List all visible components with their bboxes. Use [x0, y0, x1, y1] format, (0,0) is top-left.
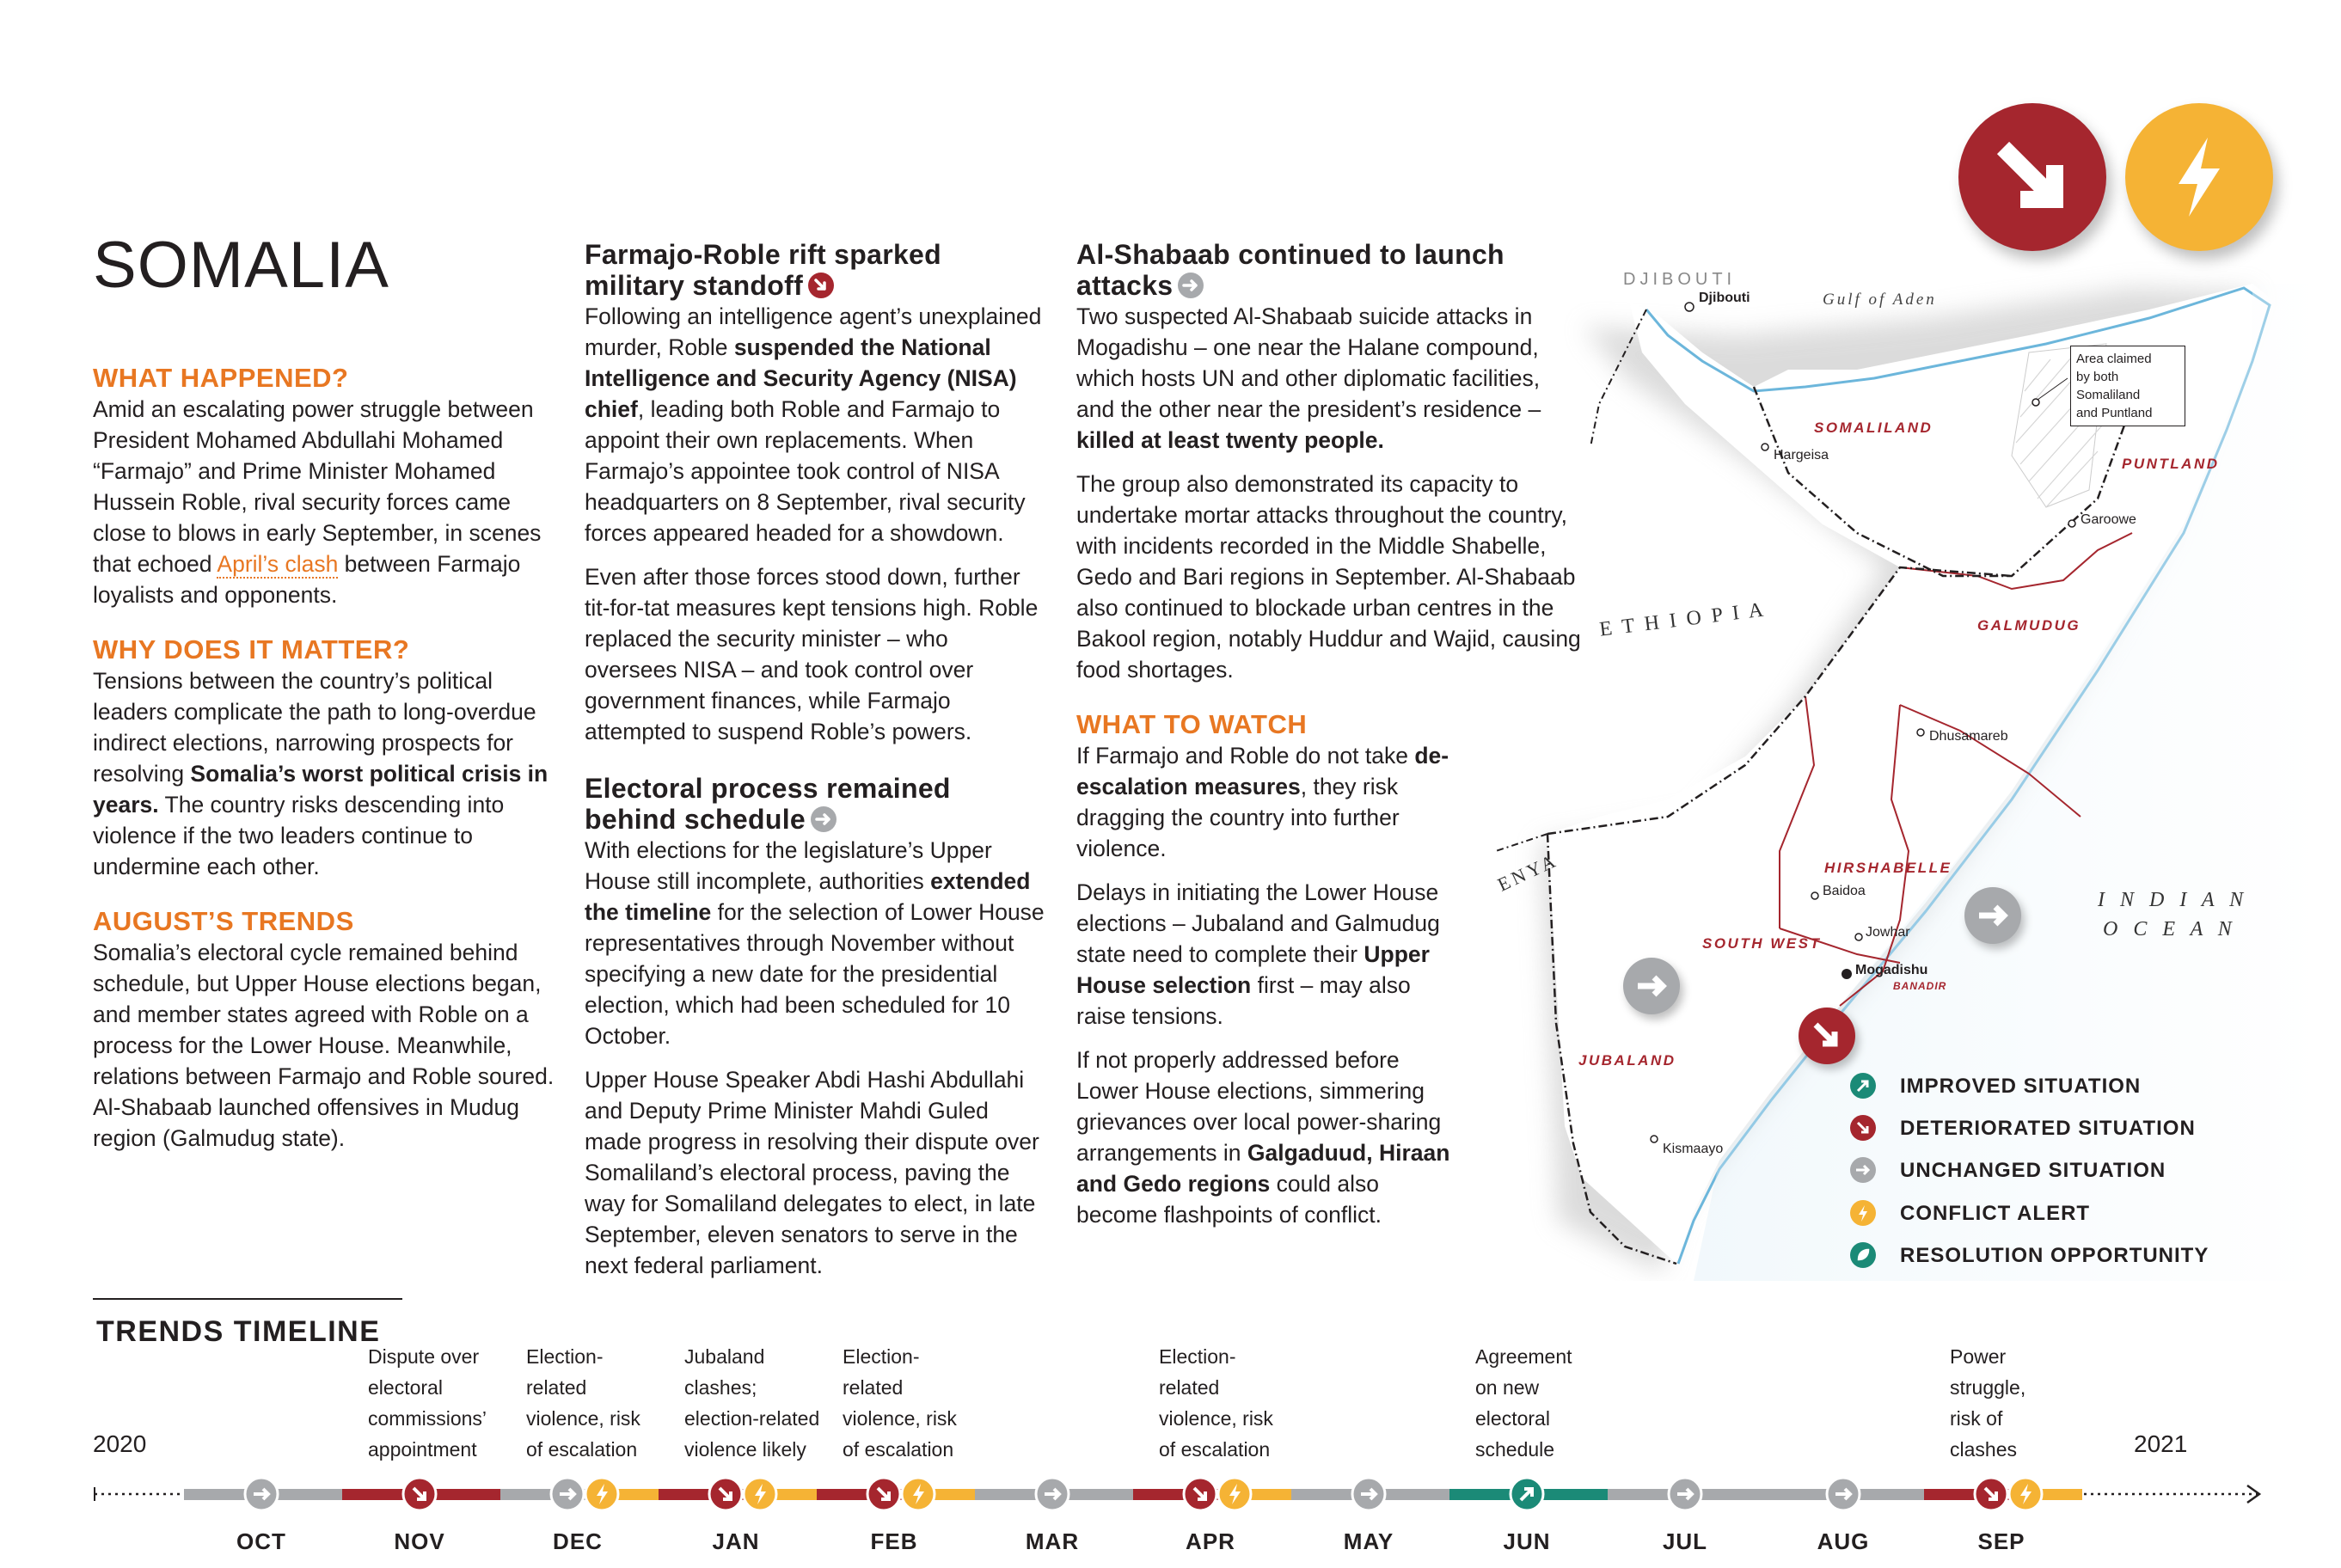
legend-unchanged: UNCHANGED SITUATION: [1900, 1159, 2166, 1183]
timeline-month-may: MAY: [1343, 1528, 1394, 1554]
map-indian-label: I N D I A N: [2098, 889, 2249, 911]
watch-p2: Delays in initiating the Lower House elections – Jubaland and Galmudug state need to complete their Upper House selection first – may also raise tensions.: [1076, 879, 1440, 1029]
timeline-month-sep: SEP: [1977, 1528, 2025, 1554]
improved-icon: [1511, 1478, 1543, 1510]
watch-p1: If Farmajo and Roble do not take de-escalation measures, they risk dragging the country into further violence.: [1076, 743, 1449, 861]
map-region-banadir: BANADIR: [1893, 980, 1947, 992]
page-title: SOMALIA: [93, 229, 389, 302]
timeline-bar: [0, 1461, 2341, 1530]
deteriorated-icon: [1184, 1478, 1216, 1510]
rift-p1: Following an intelligence agent’s unexplained murder, Roble suspended the National Intelligence and Security Agency (NISA) chief, leading both Roble and Farmajo to appoint their own replacements. When Farmajo’s appointee took control of NISA headquarters on 8 September, rival security forces appeared headed for a showdown.: [585, 303, 1042, 546]
map-unchanged-marker-jubaland: [1623, 958, 1680, 1014]
conflict-alert-icon: [1850, 1200, 1876, 1226]
deteriorated-big-icon: [1958, 103, 2106, 251]
timeline-month-aug: AUG: [1817, 1528, 1870, 1554]
map-djibouti-country: DJIBOUTI: [1623, 270, 1737, 289]
map-region-puntland: PUNTLAND: [2122, 456, 2220, 472]
trends-text: Somalia’s electoral cycle remained behind schedule, but Upper House elections began, and member states agreed with Roble on a process for the Lower House. Meanwhile, relations between Farmajo and Roble soured. Al-Shabaab launched offensives in Mudug region (Galmudug state).: [93, 940, 555, 1151]
map-city-mogadishu: Mogadishu: [1855, 963, 1928, 977]
timeline-rule: [93, 1298, 402, 1300]
unchanged-icon: [1178, 273, 1204, 298]
timeline-annotation-jan: Jubaland clashes; election-related violence likely: [684, 1345, 820, 1461]
conflict-alert-icon: [1218, 1478, 1251, 1510]
map-region-hirshabelle: HIRSHABELLE: [1824, 860, 1952, 876]
unchanged-icon: [811, 806, 837, 832]
timeline-annotation-apr: Election- related violence, risk of escalation: [1159, 1345, 1273, 1461]
trends-heading: AUGUST’S TRENDS: [93, 906, 354, 936]
why-matter-heading: WHY DOES IT MATTER?: [93, 634, 410, 665]
why-matter-text: Tensions between the country’s political leaders complicate the path to long-overdue indirect elections, narrowing prospects for resolving Somalia’s worst political crisis in years. The country risks descending into violence if the two leaders continue to undermine each other.: [93, 668, 548, 879]
alshabaab-heading: Al-Shabaab continued to launch attacks: [1076, 239, 1504, 301]
aprils-clash-link[interactable]: April’s clash: [217, 551, 339, 577]
conflict-alert-icon: [902, 1478, 935, 1510]
deteriorated-icon: [1850, 1115, 1876, 1141]
map-region-jubaland: JUBALAND: [1578, 1052, 1676, 1069]
timeline-annotation-sep: Power struggle, risk of clashes: [1950, 1345, 2026, 1461]
map-kenya: ENYA: [1494, 848, 1562, 896]
conflict-alert-icon: [585, 1478, 618, 1510]
unchanged-icon: [1827, 1478, 1860, 1510]
map-unchanged-marker-hirshabelle: [1964, 887, 2021, 944]
electoral-p2: Upper House Speaker Abdi Hashi Abdullahi and Deputy Prime Minister Mahdi Guled made progress in resolving their dispute over Somaliland’s electoral process, paving the way for Somaliland delegates to elect, in late September, eleven senators to serve in the next federal parliament.: [585, 1067, 1039, 1278]
map-city-kismaayo: Kismaayo: [1663, 1142, 1724, 1156]
column-2: [585, 239, 1045, 1294]
unchanged-icon: [1352, 1478, 1385, 1510]
electoral-heading: Electoral process remained behind schedule: [585, 773, 951, 835]
map-ethiopia: E T H I O P I A: [1598, 598, 1768, 641]
timeline-heading: TRENDS TIMELINE: [96, 1315, 381, 1348]
unchanged-icon: [1669, 1478, 1701, 1510]
map-city-baidoa: Baidoa: [1823, 884, 1866, 898]
conflict-alert-big-icon: [2125, 103, 2273, 251]
watch-p3: If not properly addressed before Lower House elections, simmering grievances over local power-sharing arrangements in Galgaduud, Hiraan and Gedo regions could also become flashpoints of conflict.: [1076, 1047, 1450, 1228]
deteriorated-icon: [709, 1478, 742, 1510]
alshabaab-p1: Two suspected Al-Shabaab suicide attacks in Mogadishu – one near the Halane compound, which hosts UN and other diplomatic facilities, and the other near the president’s residence – killed at least twenty people.: [1076, 303, 1541, 453]
map-region-somaliland: SOMALILAND: [1814, 420, 1933, 436]
map-city-jowhar: Jowhar: [1866, 925, 1910, 940]
timeline-month-jun: JUN: [1503, 1528, 1551, 1554]
timeline-annotation-dec: Election- related violence, risk of escalation: [526, 1345, 640, 1461]
deteriorated-icon: [808, 273, 834, 298]
alshabaab-p2: The group also demonstrated its capacity to undertake mortar attacks throughout the country, with incidents recorded in the Middle Shabelle, Gedo and Bari regions in September. Al-Shabaab also continued to blockade urban centres in the Bakool region, notably Huddur and Wajid, causing food shortages.: [1076, 471, 1581, 683]
timeline-month-dec: DEC: [553, 1528, 603, 1554]
map-djibouti-city: Djibouti: [1699, 291, 1750, 305]
timeline-annotation-nov: Dispute over electoral commissions’ appointment: [368, 1345, 487, 1461]
unchanged-icon: [1036, 1478, 1069, 1510]
timeline-month-jul: JUL: [1662, 1528, 1708, 1554]
map-deteriorated-marker-mogadishu: [1799, 1008, 1855, 1064]
conflict-alert-icon: [2009, 1478, 2042, 1510]
timeline-annotation-jun: Agreement on new electoral schedule: [1475, 1345, 1572, 1461]
timeline-year-end: 2021: [2134, 1430, 2188, 1457]
map-area-claimed-note: Area claimed by both Somaliland and Puntland: [2070, 346, 2185, 426]
map-city-garoowe: Garoowe: [2081, 512, 2136, 527]
legend-improved: IMPROVED SITUATION: [1900, 1075, 2141, 1099]
watch-heading: WHAT TO WATCH: [1076, 709, 1308, 739]
unchanged-icon: [1850, 1157, 1876, 1183]
deteriorated-icon: [1975, 1478, 2007, 1510]
what-happened-text: Amid an escalating power struggle between President Mohamed Abdullahi Mohamed “Farmajo” and Prime Minister Mohamed Hussein Roble, rival security forces came close to blows in early September, in scenes that echoed April’s clash between Farmajo loyalists and opponents.: [93, 396, 542, 608]
timeline-month-mar: MAR: [1025, 1528, 1080, 1554]
unchanged-icon: [551, 1478, 584, 1510]
conflict-alert-icon: [744, 1478, 776, 1510]
electoral-p1: With elections for the legislature’s Upper House still incomplete, authorities extended the timeline for the selection of Lower House representatives through November without specifying a new date for the presidential election, which had been scheduled for 10 October.: [585, 837, 1045, 1049]
map-region-galmudug: GALMUDUG: [1977, 617, 2081, 634]
deteriorated-icon: [403, 1478, 436, 1510]
rift-p2: Even after those forces stood down, further tit-for-tat measures kept tensions high. Roble replaced the security minister – who oversees NISA – and took control over government finances, while Farmajo attempted to suspend Roble’s powers.: [585, 564, 1039, 744]
timeline-month-oct: OCT: [236, 1528, 286, 1554]
map-city-hargeisa: Hargeisa: [1774, 448, 1829, 462]
timeline-annotation-feb: Election- related violence, risk of escalation: [843, 1345, 957, 1461]
map-region-south-west: SOUTH WEST: [1702, 935, 1822, 952]
timeline-month-feb: FEB: [870, 1528, 918, 1554]
rift-heading: Farmajo-Roble rift sparked military standoff: [585, 239, 942, 301]
improved-icon: [1850, 1073, 1876, 1099]
timeline-month-apr: APR: [1186, 1528, 1235, 1554]
timeline-month-nov: NOV: [394, 1528, 445, 1554]
resolution-opportunity-icon: [1850, 1242, 1876, 1268]
legend-conflict-alert: CONFLICT ALERT: [1900, 1202, 2090, 1226]
map-gulf-of-aden: Gulf of Aden: [1823, 291, 1937, 309]
legend-deteriorated: DETERIORATED SITUATION: [1900, 1117, 2196, 1141]
deteriorated-icon: [867, 1478, 900, 1510]
legend-resolution-opportunity: RESOLUTION OPPORTUNITY: [1900, 1244, 2209, 1268]
timeline-year-start: 2020: [93, 1430, 147, 1457]
column-1: [93, 363, 557, 1167]
what-happened-heading: WHAT HAPPENED?: [93, 363, 349, 393]
timeline-month-jan: JAN: [712, 1528, 760, 1554]
map-city-dhusamareb: Dhusamareb: [1929, 729, 2008, 744]
map-ocean-label: O C E A N: [2103, 918, 2237, 940]
unchanged-icon: [245, 1478, 278, 1510]
